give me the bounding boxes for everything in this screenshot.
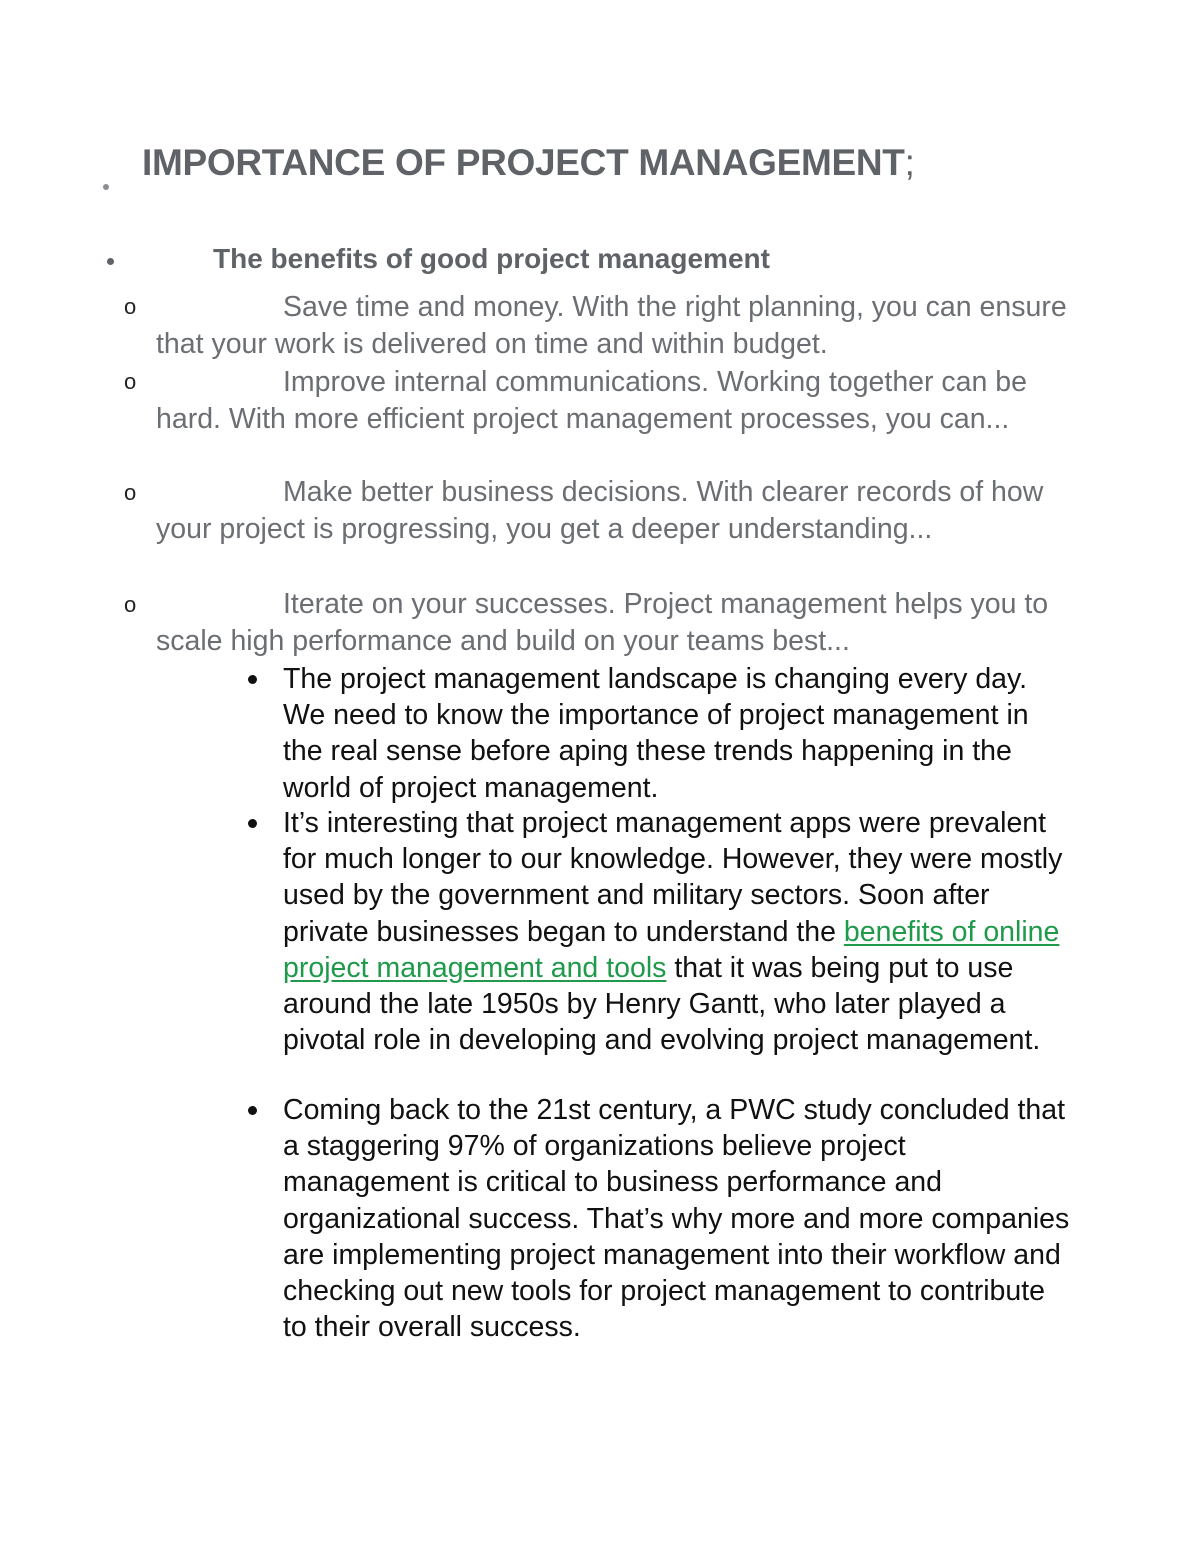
page-title: [142, 142, 915, 184]
bullet-icon: [248, 675, 257, 684]
empty-bullet-icon: [103, 184, 109, 190]
benefit-item: Save time and money. With the right planning, you can ensure that your work is delivered on time and within budget.: [156, 291, 1067, 360]
circle-bullet-icon: o: [124, 294, 137, 319]
bullet-icon: [107, 258, 114, 265]
title-suffix: ;: [904, 142, 915, 183]
benefit-item: Improve internal communications. Working together can be hard. With more efficient project management processes, you can...: [156, 366, 1028, 435]
circle-bullet-icon: o: [124, 369, 137, 394]
paragraph-text: that it was being put to use around the late 1950s by Henry Gantt, who later played a pivotal role in developing and evolving project management.: [283, 951, 1041, 1057]
benefit-item: Make better business decisions. With clearer records of how your project is progressing, you get a deeper understanding...: [156, 476, 1044, 545]
circle-bullet-icon: o: [124, 592, 137, 617]
bullet-icon: [248, 819, 257, 828]
paragraph-text: It’s interesting that project management apps were prevalent for much longer to our knowledge. However, they were mostly used by the government and military sectors. Soon after private businesses began to understand the: [283, 807, 1063, 948]
body-paragraph: Coming back to the 21st century, a PWC study concluded that a staggering 97% of organizations believe project management is critical to business performance and organizational success. That’s why more and more companies are implementing project management into their workflow and checking out new tools for project management to contribute to their overall success.: [283, 1094, 1070, 1344]
body-paragraph: [283, 805, 1073, 1058]
body-paragraph: The project management landscape is changing every day. We need to know the importance of project management in the real sense before aping these trends happening in the world of project management.: [283, 663, 1029, 804]
section-subheading: The benefits of good project management: [213, 243, 770, 274]
benefits-link[interactable]: benefits of online project management and tools: [283, 915, 1060, 984]
benefit-item: Iterate on your successes. Project management helps you to scale high performance and build on your teams best...: [156, 588, 1049, 657]
title-text: IMPORTANCE OF PROJECT MANAGEMENT: [142, 142, 905, 183]
circle-bullet-icon: o: [124, 480, 137, 505]
bullet-icon: [248, 1106, 257, 1115]
